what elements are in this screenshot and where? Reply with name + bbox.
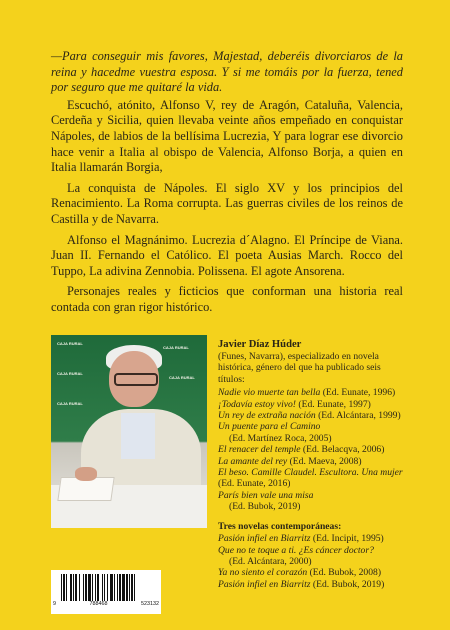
barcode-bar <box>61 574 62 601</box>
list-item: Un rey de extraña nación (Ed. Alcántara, 1999) <box>218 410 401 422</box>
sponsor-logo: CAJA RURAL <box>57 371 83 376</box>
barcode-bar <box>134 574 135 601</box>
list-item: ¡Todavía estoy vivo! (Ed. Eunate, 1997) <box>218 398 371 410</box>
list-item: Nadie vio muerte tan bella (Ed. Eunate, 1996) <box>218 387 396 399</box>
list-item: El beso. Camille Claudel. Escultora. Una mujer (Ed. Eunate, 2016) <box>218 467 403 490</box>
list-item: El renacer del temple (Ed. Belacqva, 2006) <box>218 444 385 456</box>
barcode-bar <box>63 574 65 601</box>
barcode-bar <box>122 574 125 601</box>
barcode-bar <box>73 574 74 601</box>
barcode-bar <box>88 574 91 601</box>
barcode-digits: 9 788468 523132 <box>53 601 159 607</box>
list-item: Un puente para el Camino (Ed. Martínez Roca, 2005) <box>218 421 332 444</box>
barcode-bar <box>85 574 87 601</box>
historical-novels-list <box>218 387 404 512</box>
barcode-bar <box>83 574 84 601</box>
author-hand <box>75 467 97 481</box>
barcode-bar <box>102 574 103 601</box>
barcode-bar <box>92 574 93 601</box>
barcode-bar <box>117 574 118 601</box>
blurb-paragraph: Escuchó, atónito, Alfonso V, rey de Aragón, Cataluña, Valencia, Cerdeña y Sicilia, quien llevaba veinte años empeñado en conquistar Nápoles, de labios de la bellísima Lucrezia, Y para lograr ese divorcio hace venir a Italia al obispo de Valencia, Alfonso Borja, a quien en Italia llamarán Borgia, <box>51 97 403 175</box>
barcode-bar <box>119 574 121 601</box>
glasses-icon <box>114 373 158 386</box>
barcode-bar <box>131 574 133 601</box>
barcode-bar <box>114 574 115 601</box>
sponsor-logo: CAJA RURAL <box>57 401 83 406</box>
barcode-bar <box>97 574 99 601</box>
back-cover-blurb <box>51 49 403 321</box>
sponsor-logo: CAJA RURAL <box>163 345 189 350</box>
author-photo <box>51 335 207 528</box>
barcode-bars <box>61 574 157 601</box>
barcode-bar <box>107 574 108 601</box>
author-bio <box>218 338 404 590</box>
barcode-bar <box>129 574 130 601</box>
barcode-bar <box>126 574 128 601</box>
barcode-bar <box>104 574 105 601</box>
blurb-paragraph: Alfonso el Magnánimo. Lucrezia d´Alagno. El Príncipe de Viana. Juan II. Fernando el Católico. El poeta Ausias March. Rocco del Tuppo, La adivina Zennobia. Polissena. El agote Ansorena. <box>51 232 403 278</box>
list-item: París bien vale una misa (Ed. Bubok, 2019) <box>218 489 314 513</box>
sponsor-logo: CAJA RURAL <box>169 375 195 380</box>
list-item: La amante del rey (Ed. Maeva, 2008) <box>218 455 362 467</box>
author-intro: (Funes, Navarra), especializado en novela histórica, género del que ha publicado seis títulos: <box>218 351 381 385</box>
list-item: Ya no siento el corazón (Ed. Bubok, 2008) <box>218 567 382 579</box>
barcode-bar <box>70 574 72 601</box>
list-item: Pasión infiel en Biarritz (Ed. Bubok, 2019) <box>218 578 385 590</box>
barcode-bar <box>95 574 96 601</box>
author-name: Javier Díaz Húder <box>218 339 302 350</box>
blurb-paragraph: La conquista de Nápoles. El siglo XV y los principios del Renacimiento. La Roma corrupta. Las guerras civiles de los reinos de Castilla y de Navarra. <box>51 180 403 226</box>
contemporary-novels-list <box>218 533 404 590</box>
barcode-bar <box>66 574 67 601</box>
isbn-barcode <box>51 570 161 614</box>
barcode-bar <box>110 574 113 601</box>
contemporary-heading: Tres novelas contemporáneas: <box>218 520 342 532</box>
list-item: Pasión infiel en Biarritz (Ed. Incipit, 1995) <box>218 533 384 545</box>
author-shirt <box>121 413 155 459</box>
list-item: Que no te toque a ti. ¿Es cáncer doctor? (Ed. Alcántara, 2000) <box>218 544 374 567</box>
barcode-bar <box>75 574 77 601</box>
opening-quote: —Para conseguir mis favores, Majestad, deberéis divorciaros de la reina y hacedme vuestra esposa. Y si me tomáis por la fuerza, tened por seguro que me quitaré la vida. <box>51 49 403 95</box>
sponsor-logo: CAJA RURAL <box>57 341 83 346</box>
blurb-paragraph: Personajes reales y ficticios que conforman una historia real contada con gran rigor histórico. <box>51 284 403 314</box>
barcode-bar <box>79 574 80 601</box>
